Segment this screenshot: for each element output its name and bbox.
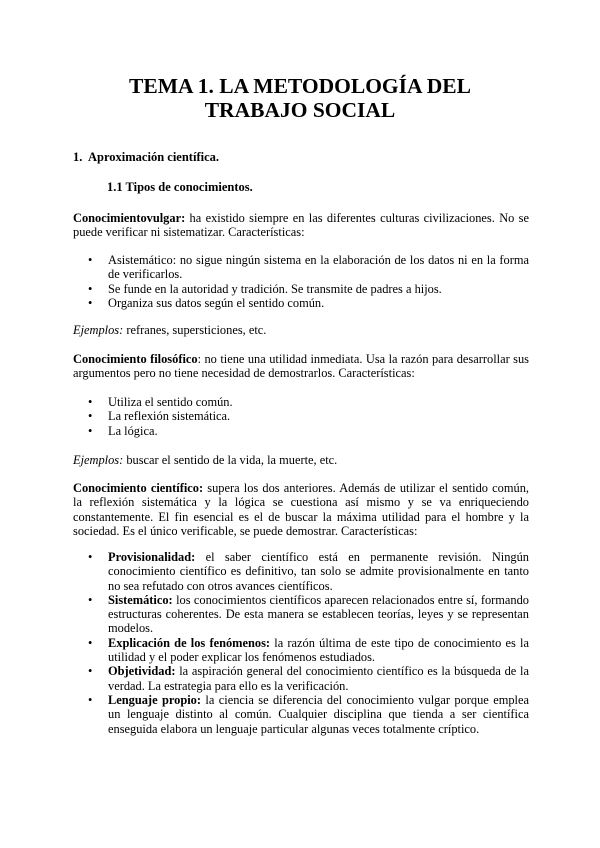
filosofico-list	[73, 395, 529, 438]
page-title	[0, 74, 600, 122]
bullet-icon: •	[88, 281, 93, 296]
list-item: • Utiliza el sentido común.	[88, 395, 233, 409]
list-item: • Provisionalidad: el saber científico está en permanente revisión. Ningún conocimiento científico es definitivo, tan solo se admite provisionalmente en tanto no sea refutado con otros avances científicos.	[88, 550, 529, 593]
title-line-1: TEMA 1. LA METODOLOGÍA DEL	[129, 74, 471, 98]
section-number: 1.	[73, 150, 83, 164]
list-item: • Asistemático: no sigue ningún sistema en la elaboración de los datos ni en la forma de verificarlos.	[88, 253, 529, 282]
section-title: Aproximación científica.	[88, 150, 219, 164]
examples-text: refranes, supersticiones, etc.	[123, 323, 267, 337]
bullet-icon: •	[88, 635, 93, 650]
cientifico-list	[73, 550, 529, 736]
vulgar-list	[73, 253, 529, 310]
filosofico-term: Conocimiento filosófico	[73, 352, 198, 366]
list-item: • Se funde en la autoridad y tradición. Se transmite de padres a hijos.	[88, 281, 442, 296]
vulgar-examples	[73, 323, 529, 337]
subsection-heading: 1.1 Tipos de conocimientos.	[107, 180, 253, 194]
bullet-icon: •	[88, 692, 93, 707]
list-item: • Lenguaje propio: la ciencia se diferencia del conocimiento vulgar porque emplea un lenguaje distinto al común. Cualquier disciplina que tienda a ser científica enseguida elabora un lenguaje particular algunas veces totalmente críptico.	[88, 692, 529, 736]
vulgar-paragraph	[73, 211, 529, 240]
bullet-icon: •	[88, 423, 93, 438]
filosofico-paragraph	[73, 352, 529, 381]
cientifico-paragraph	[73, 481, 529, 538]
bullet-icon: •	[88, 295, 93, 310]
filosofico-examples	[73, 453, 529, 467]
section-heading	[73, 150, 219, 165]
bullet-icon: •	[88, 395, 93, 409]
cientifico-text: supera los dos anteriores. Además de utilizar el sentido común, la reflexión sistemática y la lógica se cuestiona así mismo y se va enriqueciendo constantemente. El fin esencial es el de buscar la máxima utilidad para el hombre y la sociedad. Es el único verificable, se puede demostrar. Características:	[73, 481, 529, 538]
examples-text: buscar el sentido de la vida, la muerte, etc.	[123, 453, 338, 467]
title-line-2: TRABAJO SOCIAL	[204, 98, 396, 122]
list-item: • La lógica.	[88, 423, 158, 438]
bullet-icon: •	[88, 592, 93, 607]
examples-label: Ejemplos:	[73, 323, 124, 337]
vulgar-term: Conocimientovulgar:	[73, 211, 186, 225]
bullet-icon: •	[88, 409, 93, 424]
list-item: • Sistemático: los conocimientos científicos aparecen relacionados entre sí, formando estructuras coherentes. De esta manera se establecen teorías, leyes y se representan modelos.	[88, 592, 529, 636]
list-item: • Organiza sus datos según el sentido común.	[88, 295, 325, 310]
bullet-icon: •	[88, 664, 93, 679]
examples-label: Ejemplos:	[73, 453, 124, 467]
list-item: • Objetividad: la aspiración general del conocimiento científico es la búsqueda de la verdad. La estrategia para ello es la verificación.	[88, 664, 529, 693]
vulgar-text: ha existido siempre en las diferentes culturas civilizaciones. No se puede verificar ni sistematizar. Características:	[73, 211, 529, 240]
bullet-icon: •	[88, 550, 93, 564]
filosofico-text: : no tiene una utilidad inmediata. Usa la razón para desarrollar sus argumentos pero no tiene necesidad de demostrarlos. Características:	[73, 352, 529, 381]
list-item: • La reflexión sistemática.	[88, 409, 231, 424]
cientifico-term: Conocimiento científico:	[73, 481, 204, 495]
list-item: • Explicación de los fenómenos: la razón última de este tipo de conocimiento es la utilidad y el poder explicar los fenómenos estudiados.	[88, 635, 530, 665]
bullet-icon: •	[88, 253, 93, 267]
